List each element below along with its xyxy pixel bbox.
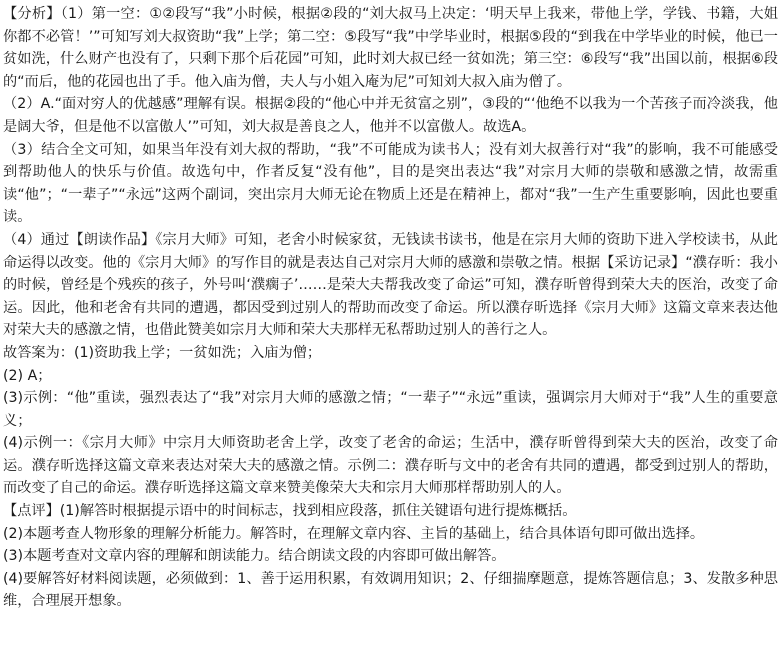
comment-line-4: (4)要解答好材料阅读题，必须做到：1、善于运用积累，有效调用知识；2、仔细揣摩题意，提炼答题信息；3、发散多种思维，合理展开想象。 (3, 570, 778, 610)
comment-line-3: (3)本题考查对文章内容的理解和朗读能力。结合朗读文段的内容即可做出解答。 (3, 548, 506, 565)
answer-line-4: (4)示例一：《宗月大师》中宗月大师资助老舍上学，改变了老舍的命运；生活中，濮存昕曾得到荣大夫的医治，改变了命运。濮存昕选择这篇文章来表达对荣大夫的感激之情。示例二：濮存昕与文中的老舍有共同的遭遇，都受到过别人的帮助，而改变了自己的命运。濮存昕选择这篇文章来赞美像荣大夫和宗月大师那样帮助别人的人。 (3, 435, 778, 497)
comment-line-1: 【点评】(1)解答时根据提示语中的时间标志，找到相应段落，抓住关键语句进行提炼概括。 (3, 503, 577, 520)
answer-line-3: (3)示例：“他”重读，强烈表达了“我”对宗月大师的感激之情；“一辈子”“永远”重读，强调宗月大师对于“我”人生的重要意义； (3, 390, 778, 429)
analysis-part-1: 【分析】（1）第一空：①②段写“我”小时候，根据②段的“刘大叔马上决定：‘明天早上我来，带他上学，学钱、书籍，大姐你都不必管！’”可知写刘大叔资助“我”上学；第二空：⑤段写“我”中学毕业时，根据⑤段的“到我在中学毕业的时候，他已一贫如洗，什么财产也没有了，只剩下那个后花园”可知，此时刘大叔已经一贫如洗；第三空：⑥段写“我”出国以前，根据⑥段的“而后，他的花园也出了手。他入庙为僧，夫人与小姐入庵为尼”可知刘大叔入庙为僧了。 (3, 6, 778, 90)
analysis-part-2: （2）A.“面对穷人的优越感”理解有误。根据②段的“他心中并无贫富之别”，③段的“‘他绝不以我为一个苦孩子而冷淡我，他是阔大爷，但是他不以富傲人’”可知，刘大叔是善良之人，他并不以富傲人。故选A。 (3, 96, 778, 135)
answer-line-2: (2) A； (3, 367, 52, 384)
analysis-part-4: （4）通过【朗读作品】《宗月大师》可知，老舍小时候家贫，无钱读书读书，他是在宗月大师的资助下进入学校读书，从此命运得以改变。他的《宗月大师》的写作目的就是表达自己对宗月大师的感激和崇敬之情。根据【采访记录】“濮存昕：我小的时候，曾经是个残疾的孩子，外号叫‘濮瘸子’……是荣大夫帮我改变了命运”可知，濮存昕曾得到荣大夫的医治，改变了命运。因此，他和老舍有共同的遭遇，都因受到过别人的帮助而改变了命运。所以濮存昕选择《宗月大师》这篇文章来表达他对荣大夫的感激之情，也借此赞美如宗月大师和荣大夫那样无私帮助过别人的善行之人。 (3, 231, 778, 339)
answer-line-1: 故答案为：(1)资助我上学；一贫如洗；入庙为僧； (3, 344, 322, 361)
analysis-part-3: （3）结合全文可知，如果当年没有刘大叔的帮助，“我”不可能成为读书人；没有刘大叔善行对“我”的影响，我不可能感受到帮助他人的快乐与价值。故选句中，作者反复“没有他”，目的是突出表达“我”对宗月大师的崇敬和感激之情，故需重读“他”；“一辈子”“永远”这两个副词，突出宗月大师无论在物质上还是在精神上，都对“我”一生产生重要影响，因此也要重读。 (3, 141, 778, 226)
comment-line-2: (2)本题考查人物形象的理解分析能力。解答时，在理解文章内容、主旨的基础上，结合具体语句即可做出选择。 (3, 525, 705, 542)
